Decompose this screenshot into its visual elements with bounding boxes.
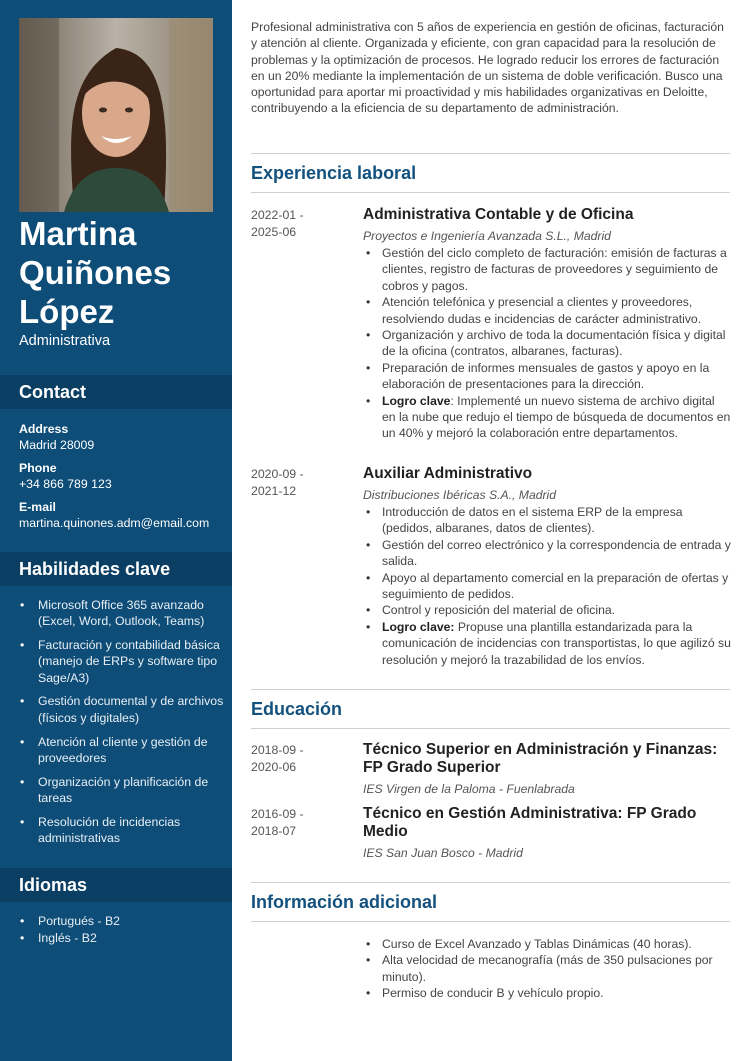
name-middle: Quiñones [19, 254, 172, 291]
degree-title [363, 741, 731, 777]
job-company: Distribuciones Ibéricas S.A., Madrid [363, 488, 557, 502]
bullet-item: • Atención telefónica y presencial a clientes y proveedores, resolviendo dudas e incidencias de carácter administrativo. [363, 294, 731, 327]
name-first: Martina [19, 215, 137, 252]
divider [251, 728, 730, 729]
additional-info [363, 935, 731, 1002]
sidebar [0, 0, 232, 1061]
skill-item: • Facturación y contabilidad básica (manejo de ERPs y software tipo Sage/A3) [19, 637, 224, 686]
divider [251, 882, 730, 883]
divider [251, 689, 730, 690]
address-value: Madrid 28009 [19, 438, 95, 452]
full-name [19, 214, 229, 331]
additional-item: • Alta velocidad de mecanografía (más de 350 pulsaciones por minuto). [363, 952, 731, 985]
job-dates [251, 466, 341, 499]
skills-heading: Habilidades clave [0, 552, 232, 586]
profile-photo-image [19, 18, 213, 212]
email-link[interactable]: martina.quinones.adm@email.com [19, 516, 210, 530]
profile-summary: Profesional administrativa con 5 años de experiencia en gestión de oficinas, facturación y atención al cliente. Organizada y eficiente, con gran capacidad para la resolución de problemas y la optimización de procesos. He logrado reducir los errores de facturación en un 20% mediante la implementación de un sistema de doble verificación. Busco una oportunidad para aportar mi proactividad y mis habilidades organizativas en Deloitte, contribuyendo a la eficiencia de su departamento de administración. [251, 20, 724, 116]
experience-heading: Experiencia laboral [251, 163, 417, 183]
date-start: 2016-09 - [251, 807, 304, 821]
degree-title-line: Técnico Superior en Administración y Finanzas: [363, 741, 718, 758]
additional-info-heading: Información adicional [251, 892, 438, 912]
job-title: Auxiliar Administrativo [363, 465, 533, 482]
contact-heading: Contact [0, 375, 232, 409]
education-dates [251, 742, 341, 775]
school-name: IES San Juan Bosco - Madrid [363, 846, 523, 860]
email-label: E-mail [19, 500, 56, 514]
contact-phone [19, 460, 224, 492]
skills-list [19, 597, 224, 854]
divider [251, 153, 730, 154]
education-entry [363, 741, 731, 797]
job-role: Administrativa [19, 333, 111, 349]
school-name: IES Virgen de la Paloma - Fuenlabrada [363, 782, 575, 796]
degree-title-line: Técnico en Gestión Administrativa: FP Grado [363, 805, 697, 822]
contact-email [19, 499, 224, 531]
name-last: López [19, 293, 115, 330]
education-dates [251, 806, 341, 839]
date-end: 2025-06 [251, 224, 297, 239]
languages-list [19, 913, 224, 948]
date-end: 2020-06 [251, 759, 297, 774]
phone-value[interactable]: +34 866 789 123 [19, 477, 112, 491]
language-item: • Portugués - B2 [19, 913, 224, 929]
additional-list [363, 936, 731, 1002]
date-end: 2021-12 [251, 483, 297, 498]
bullet-item: • Gestión del ciclo completo de facturación: emisión de facturas a clientes, registro de facturas de proveedores y seguimiento de cobros y pagos. [363, 245, 731, 294]
phone-label: Phone [19, 461, 57, 475]
job-bullets [363, 245, 731, 442]
job-entry [363, 465, 731, 668]
key-achievement-text: : Implementé un nuevo sistema de archivo digital en la nube que redujo el tiempo de búsqueda de documentos en un 40% y mejoró la colaboración entre departamentos. [382, 393, 731, 441]
skill-item: • Resolución de incidencias administrativas [19, 814, 224, 847]
divider [251, 192, 730, 193]
bullet-item: • Organización y archivo de toda la documentación física y digital de la oficina (contratos, albaranes, facturas). [363, 327, 731, 360]
job-bullets [363, 504, 731, 668]
date-end: 2018-07 [251, 823, 297, 838]
job-company: Proyectos e Ingeniería Avanzada S.L., Madrid [363, 229, 611, 243]
divider [251, 921, 730, 922]
additional-item: • Curso de Excel Avanzado y Tablas Dinámicas (40 horas). [363, 936, 731, 952]
key-achievement-label: Logro clave: [382, 619, 455, 634]
language-item: • Inglés - B2 [19, 930, 224, 946]
job-title: Administrativa Contable y de Oficina [363, 206, 634, 223]
bullet-item: • Control y reposición del material de oficina. [363, 602, 731, 618]
degree-title-line: Medio [363, 823, 408, 840]
education-heading: Educación [251, 699, 343, 719]
bullet-item: • Preparación de informes mensuales de gastos y apoyo en la elaboración de presentaciones para la dirección. [363, 360, 731, 393]
bullet-item-key-achievement [363, 619, 731, 668]
degree-title-line: FP Grado Superior [363, 759, 501, 776]
date-start: 2022-01 - [251, 208, 304, 222]
bullet-item: • Gestión del correo electrónico y la correspondencia de entrada y salida. [363, 537, 731, 570]
date-start: 2020-09 - [251, 467, 304, 481]
skill-item: • Atención al cliente y gestión de proveedores [19, 734, 224, 767]
skill-item: • Gestión documental y de archivos (físicos y digitales) [19, 693, 224, 726]
key-achievement-text: Propuse una plantilla estandarizada para la comunicación de incidencias con transportistas, lo que agilizó su resolución y mejoró la trazabilidad de los envíos. [382, 619, 731, 667]
key-achievement-label: Logro clave [382, 393, 451, 408]
profile-photo [19, 18, 213, 212]
education-entry [363, 805, 731, 861]
skill-item: • Organización y planificación de tareas [19, 774, 224, 807]
languages-heading: Idiomas [0, 868, 232, 902]
address-label: Address [19, 422, 69, 436]
job-dates [251, 207, 341, 240]
job-entry [363, 206, 731, 442]
skill-item: • Microsoft Office 365 avanzado (Excel, Word, Outlook, Teams) [19, 597, 224, 630]
bullet-item: • Introducción de datos en el sistema ERP de la empresa (pedidos, albaranes, datos de clientes). [363, 504, 731, 537]
date-start: 2018-09 - [251, 743, 304, 757]
degree-title [363, 805, 731, 841]
bullet-item-key-achievement [363, 393, 731, 442]
bullet-item: • Apoyo al departamento comercial en la preparación de ofertas y seguimiento de pedidos. [363, 570, 731, 603]
additional-item: • Permiso de conducir B y vehículo propio. [363, 985, 731, 1001]
contact-address [19, 421, 224, 453]
